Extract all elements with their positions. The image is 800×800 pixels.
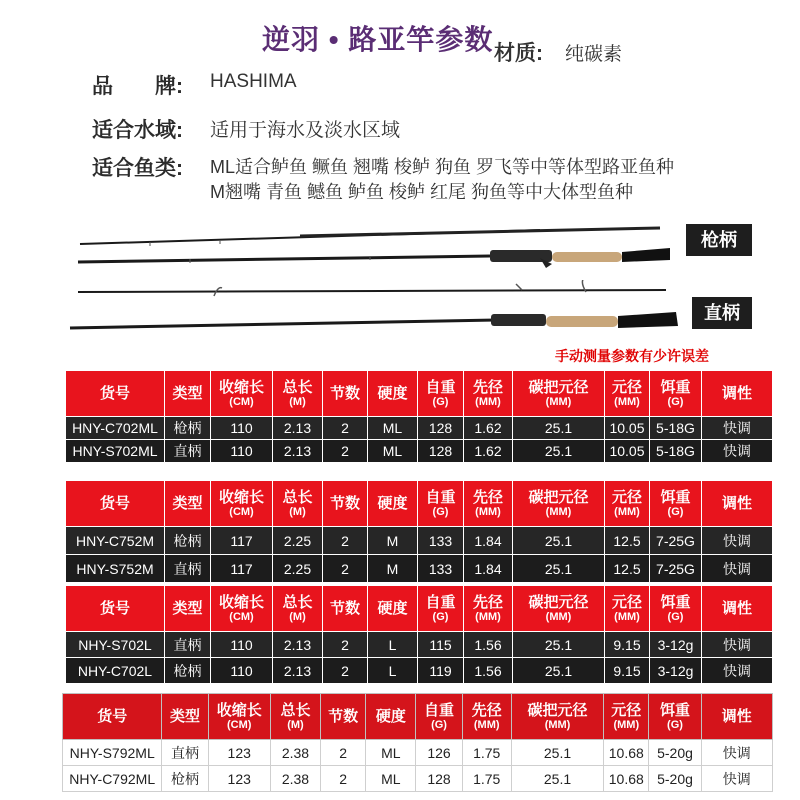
col-tip-label: 先径 (472, 488, 503, 506)
cell-butt: 25.1 (513, 658, 605, 684)
cell-type: 枪柄 (165, 417, 211, 440)
cell-retract: 110 (211, 632, 273, 658)
spec-table-4 (62, 693, 773, 792)
col-total-unit: (M) (289, 395, 306, 408)
cell-tip: 1.84 (464, 555, 513, 583)
col-butt-unit: (MM) (545, 610, 572, 623)
cell-type: 枪柄 (162, 766, 208, 792)
cell-lure: 3-12g (650, 632, 702, 658)
col-tip-label: 先径 (471, 701, 502, 719)
col-retract-label: 收缩长 (218, 488, 264, 506)
col-power: 硬度 (366, 694, 416, 740)
cell-action: 快调 (702, 555, 773, 583)
cell-total: 2.13 (273, 658, 323, 684)
cell-base: 12.5 (605, 555, 650, 583)
cell-total: 2.25 (273, 527, 323, 555)
col-action: 调性 (701, 694, 772, 740)
col-butt-label: 碳把元径 (527, 701, 588, 719)
cell-retract: 110 (211, 440, 273, 463)
cell-type: 直柄 (165, 555, 211, 583)
cell-action: 快调 (702, 632, 773, 658)
cell-model: NHY-S792ML (63, 740, 162, 766)
col-total (273, 371, 323, 417)
casting-tag: 枪柄 (686, 224, 752, 256)
col-power: 硬度 (368, 371, 418, 417)
cell-retract: 110 (211, 658, 273, 684)
col-weight (418, 371, 464, 417)
spinning-tag: 直柄 (692, 297, 752, 329)
col-base-unit: (MM) (614, 395, 640, 408)
table-row (66, 555, 773, 583)
cell-lure: 3-12g (650, 658, 702, 684)
cell-sections: 2 (323, 440, 368, 463)
col-base-unit: (MM) (613, 718, 640, 731)
spec-table-3 (65, 585, 773, 684)
cell-tip: 1.56 (464, 658, 513, 684)
col-tip (464, 481, 513, 527)
col-lure (650, 481, 702, 527)
cell-model: HNY-S702ML (66, 440, 165, 463)
water-label: 适合水域: (92, 119, 183, 142)
cell-total: 2.13 (273, 440, 323, 463)
cell-butt: 25.1 (513, 440, 605, 463)
spec-table-1 (65, 370, 773, 463)
cell-lure: 5-18G (650, 417, 702, 440)
cell-power: M (368, 555, 418, 583)
table-row (63, 740, 773, 766)
col-base-label: 元径 (611, 378, 642, 396)
cell-total: 2.25 (273, 555, 323, 583)
brand-label: 品 牌: (92, 75, 183, 98)
table-row (66, 658, 773, 684)
cell-weight: 128 (418, 417, 464, 440)
cell-tip: 1.75 (462, 740, 511, 766)
col-retract-label: 收缩长 (218, 593, 264, 611)
col-type: 类型 (165, 371, 211, 417)
cell-base: 10.05 (605, 417, 650, 440)
cell-butt: 25.1 (513, 527, 605, 555)
col-lure-unit: (G) (667, 718, 683, 731)
cell-power: ML (366, 766, 416, 792)
table-row (66, 527, 773, 555)
cell-sections: 2 (323, 417, 368, 440)
col-weight (418, 586, 464, 632)
col-butt-unit: (MM) (545, 395, 572, 408)
col-butt-label: 碳把元径 (528, 488, 589, 506)
col-butt (513, 371, 605, 417)
cell-action: 快调 (701, 740, 772, 766)
cell-weight: 119 (418, 658, 464, 684)
table-row (63, 766, 773, 792)
col-tip-unit: (MM) (475, 395, 501, 408)
col-butt-unit: (MM) (545, 505, 572, 518)
cell-retract: 123 (208, 740, 270, 766)
col-lure-label: 饵重 (660, 488, 691, 506)
cell-retract: 110 (211, 417, 273, 440)
col-weight-label: 自重 (425, 488, 456, 506)
col-base (605, 481, 650, 527)
col-power: 硬度 (368, 586, 418, 632)
cell-type: 枪柄 (165, 527, 211, 555)
table-header-row (66, 586, 773, 632)
page-title: 逆羽 • 路亚竿参数 (262, 24, 494, 55)
col-total-label: 总长 (282, 593, 313, 611)
cell-sections: 2 (321, 740, 366, 766)
cell-power: ML (368, 440, 418, 463)
cell-weight: 128 (418, 440, 464, 463)
material-label: 材质: (494, 42, 543, 65)
col-action: 调性 (702, 586, 773, 632)
cell-butt: 25.1 (513, 632, 605, 658)
spec-table-2 (65, 480, 773, 583)
col-sections: 节数 (323, 481, 368, 527)
col-weight-unit: (G) (431, 718, 447, 731)
col-butt-label: 碳把元径 (528, 378, 589, 396)
cell-butt: 25.1 (511, 766, 603, 792)
fish-label: 适合鱼类: (92, 157, 183, 180)
col-base-unit: (MM) (614, 610, 640, 623)
col-power: 硬度 (368, 481, 418, 527)
col-base (605, 371, 650, 417)
col-model: 货号 (66, 481, 165, 527)
water-value: 适用于海水及淡水区域 (210, 120, 401, 141)
col-tip (462, 694, 511, 740)
table-header-row (66, 371, 773, 417)
table-row (66, 417, 773, 440)
col-retract-unit: (CM) (229, 505, 254, 518)
col-weight-unit: (G) (432, 505, 449, 518)
col-total-label: 总长 (280, 701, 311, 719)
col-type: 类型 (165, 481, 211, 527)
cell-sections: 2 (323, 632, 368, 658)
col-model: 货号 (63, 694, 162, 740)
table-row (66, 632, 773, 658)
col-lure-label: 饵重 (660, 593, 691, 611)
col-base-unit: (MM) (614, 505, 640, 518)
cell-type: 枪柄 (165, 658, 211, 684)
col-weight-label: 自重 (425, 593, 456, 611)
col-sections: 节数 (323, 371, 368, 417)
col-type: 类型 (165, 586, 211, 632)
col-sections: 节数 (323, 586, 368, 632)
cell-type: 直柄 (165, 632, 211, 658)
col-base-label: 元径 (611, 701, 642, 719)
cell-power: L (368, 658, 418, 684)
col-total (273, 481, 323, 527)
col-lure (650, 586, 702, 632)
col-butt (511, 694, 603, 740)
col-model: 货号 (66, 371, 165, 417)
cell-lure: 5-18G (650, 440, 702, 463)
col-tip (464, 371, 513, 417)
col-tip-unit: (MM) (475, 505, 501, 518)
cell-sections: 2 (323, 658, 368, 684)
col-total-unit: (M) (289, 505, 306, 518)
cell-action: 快调 (702, 440, 773, 463)
col-total-label: 总长 (282, 378, 313, 396)
cell-base: 10.05 (605, 440, 650, 463)
col-lure-label: 饵重 (659, 701, 690, 719)
col-retract-unit: (CM) (229, 395, 254, 408)
col-tip (464, 586, 513, 632)
col-retract (211, 371, 273, 417)
col-retract-unit: (CM) (229, 610, 254, 623)
col-base-label: 元径 (611, 593, 642, 611)
cell-weight: 128 (416, 766, 462, 792)
table-row (66, 440, 773, 463)
fish-line-1: ML适合鲈鱼 鳜鱼 翘嘴 梭鲈 狗鱼 罗飞等中等体型路亚鱼种 (210, 157, 675, 177)
col-retract-label: 收缩长 (218, 378, 264, 396)
col-base (604, 694, 649, 740)
cell-tip: 1.84 (464, 527, 513, 555)
col-total-label: 总长 (282, 488, 313, 506)
col-lure-label: 饵重 (660, 378, 691, 396)
col-weight-label: 自重 (425, 378, 456, 396)
cell-type: 直柄 (162, 740, 208, 766)
cell-model: HNY-S752M (66, 555, 165, 583)
cell-model: NHY-C702L (66, 658, 165, 684)
col-total-unit: (M) (289, 610, 306, 623)
cell-model: HNY-C702ML (66, 417, 165, 440)
col-tip-unit: (MM) (475, 610, 501, 623)
col-lure-unit: (G) (667, 610, 684, 623)
col-base-label: 元径 (611, 488, 642, 506)
cell-base: 10.68 (604, 740, 649, 766)
col-weight-label: 自重 (424, 701, 455, 719)
col-weight-unit: (G) (432, 395, 449, 408)
col-total (270, 694, 320, 740)
cell-power: L (368, 632, 418, 658)
cell-action: 快调 (702, 527, 773, 555)
col-total-unit: (M) (287, 718, 304, 731)
cell-base: 12.5 (605, 527, 650, 555)
col-sections: 节数 (321, 694, 366, 740)
col-weight (418, 481, 464, 527)
col-lure-unit: (G) (667, 395, 684, 408)
cell-lure: 5-20g (649, 766, 701, 792)
material-value: 纯碳素 (565, 44, 623, 65)
cell-butt: 25.1 (511, 740, 603, 766)
col-lure-unit: (G) (667, 505, 684, 518)
col-weight (416, 694, 462, 740)
cell-total: 2.13 (273, 632, 323, 658)
material-info (494, 37, 622, 67)
cell-total: 2.38 (270, 740, 320, 766)
cell-action: 快调 (702, 417, 773, 440)
cell-lure: 7-25G (650, 527, 702, 555)
col-retract (208, 694, 270, 740)
measurement-note: 手动测量参数有少许误差 (555, 348, 709, 364)
cell-type: 直柄 (165, 440, 211, 463)
cell-weight: 115 (418, 632, 464, 658)
col-tip-label: 先径 (472, 378, 503, 396)
col-retract (211, 481, 273, 527)
cell-model: NHY-C792ML (63, 766, 162, 792)
cell-lure: 7-25G (650, 555, 702, 583)
col-lure (650, 371, 702, 417)
col-butt-label: 碳把元径 (528, 593, 589, 611)
cell-tip: 1.56 (464, 632, 513, 658)
cell-base: 9.15 (605, 632, 650, 658)
cell-total: 2.38 (270, 766, 320, 792)
cell-retract: 117 (211, 527, 273, 555)
cell-model: NHY-S702L (66, 632, 165, 658)
col-retract-unit: (CM) (227, 718, 252, 731)
col-tip-label: 先径 (472, 593, 503, 611)
cell-butt: 25.1 (513, 555, 605, 583)
cell-retract: 123 (208, 766, 270, 792)
col-retract (211, 586, 273, 632)
cell-butt: 25.1 (513, 417, 605, 440)
cell-action: 快调 (701, 766, 772, 792)
col-total (273, 586, 323, 632)
col-tip-unit: (MM) (473, 718, 500, 731)
col-retract-label: 收缩长 (216, 701, 262, 719)
spinning-rod-image (66, 280, 686, 340)
cell-weight: 133 (418, 527, 464, 555)
cell-tip: 1.75 (462, 766, 511, 792)
col-weight-unit: (G) (432, 610, 449, 623)
cell-sections: 2 (321, 766, 366, 792)
cell-base: 9.15 (605, 658, 650, 684)
cell-retract: 117 (211, 555, 273, 583)
cell-power: M (368, 527, 418, 555)
cell-tip: 1.62 (464, 440, 513, 463)
cell-lure: 5-20g (649, 740, 701, 766)
col-action: 调性 (702, 481, 773, 527)
col-butt-unit: (MM) (544, 718, 571, 731)
col-lure (649, 694, 701, 740)
table-header-row (63, 694, 773, 740)
cell-tip: 1.62 (464, 417, 513, 440)
col-butt (513, 481, 605, 527)
cell-sections: 2 (323, 555, 368, 583)
cell-model: HNY-C752M (66, 527, 165, 555)
cell-weight: 133 (418, 555, 464, 583)
cell-action: 快调 (702, 658, 773, 684)
cell-base: 10.68 (604, 766, 649, 792)
fish-line-2: M翘嘴 青鱼 鳡鱼 鲈鱼 梭鲈 红尾 狗鱼等中大体型鱼种 (210, 182, 633, 202)
casting-rod-image (70, 212, 680, 272)
col-butt (513, 586, 605, 632)
cell-sections: 2 (323, 527, 368, 555)
col-model: 货号 (66, 586, 165, 632)
table-header-row (66, 481, 773, 527)
cell-power: ML (368, 417, 418, 440)
cell-total: 2.13 (273, 417, 323, 440)
col-type: 类型 (162, 694, 208, 740)
cell-weight: 126 (416, 740, 462, 766)
col-action: 调性 (702, 371, 773, 417)
brand-value: HASHIMA (210, 71, 297, 92)
col-base (605, 586, 650, 632)
cell-power: ML (366, 740, 416, 766)
